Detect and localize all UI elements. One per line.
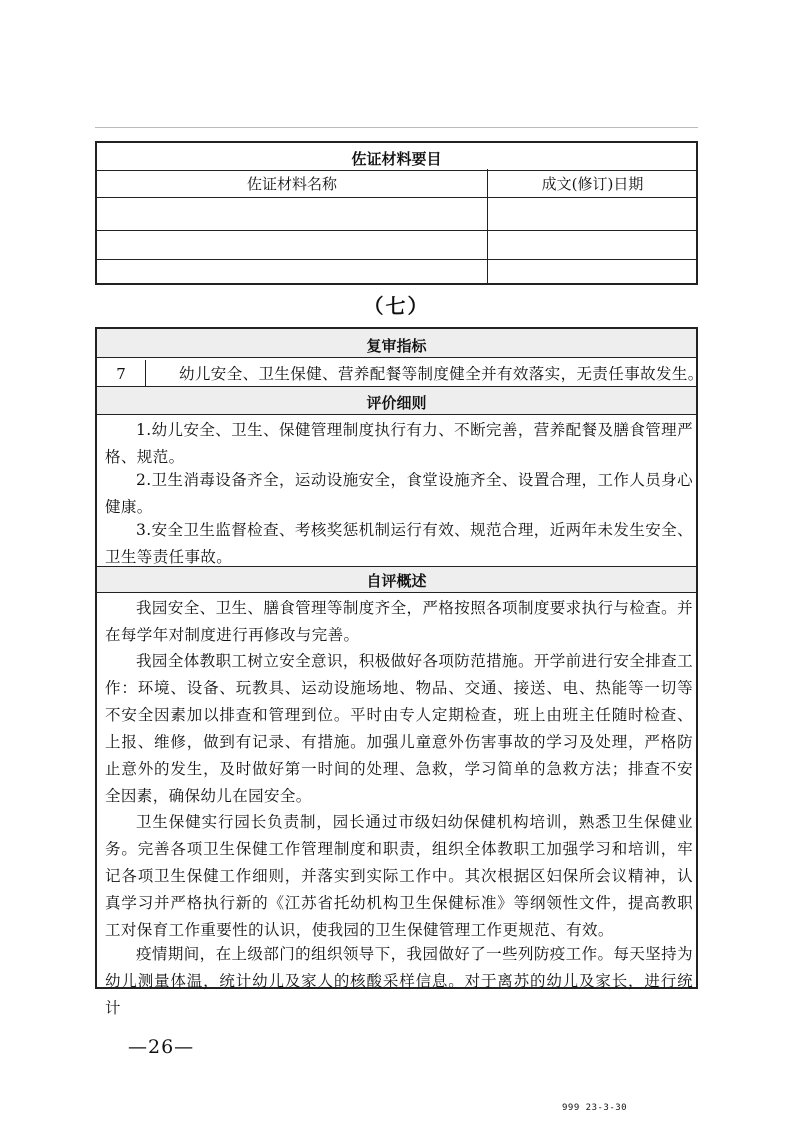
print-stamp: 999 23-3-30 — [562, 1103, 628, 1113]
section-title: （七） — [363, 294, 430, 318]
row-divider — [97, 414, 696, 415]
top-rule — [95, 127, 698, 128]
evidence-column-divider — [487, 169, 488, 283]
evidence-row-empty — [97, 231, 696, 260]
review-header: 复审指标 — [366, 337, 427, 355]
review-table — [95, 327, 704, 1017]
row-divider — [97, 592, 696, 593]
indicator-text: 幼儿安全、卫生保健、营养配餐等制度健全并有效落实，无责任事故发生。 — [179, 365, 704, 383]
self-eval-paragraph: 疫情期间，在上级部门的组织领导下，我园做好了一些列防疫工作。每天坚持为幼儿测量体温，统计幼儿及家人的核酸采样信息。对于离苏的幼儿及家长，进行统计 — [105, 945, 693, 1017]
evidence-table — [95, 141, 698, 285]
self-eval-paragraph: 卫生保健实行园长负责制，园长通过市级妇幼保健机构培训，熟悉卫生保健业务。完善各项卫生保健工作管理制度和职责，组织全体教职工加强学习和培训，牢记各项卫生保健工作细则，并落实到实际工作中。其次根据区妇保所会议精神，认真学习并严格执行新的《江苏省托幼机构卫生保健标准》等纲领性文件，提高教职工对保育工作重要性的认识，使我园的卫生保健管理工作更规范、有效。 — [105, 813, 693, 939]
indicator-divider — [145, 360, 146, 386]
self-eval-paragraph: 我园安全、卫生、膳食管理等制度齐全，严格按照各项制度要求执行与检查。并在每学年对制度进行再修改与完善。 — [105, 599, 693, 644]
self-eval-header: 自评概述 — [366, 572, 427, 590]
self-eval-paragraph: 我园全体教职工树立安全意识，积极做好各项防范措施。开学前进行安全排查工作：环境、设备、玩教具、运动设施场地、物品、交通、接送、电、热能等一切等不安全因素加以排查和管理到位。平时由专人定期检查，班上由班主任随时检查、上报、维修，做到有记录、有措施。加强儿童意外伤害事故的学习及处理，严格防止意外的发生，及时做好第一时间的处理、急救，学习简单的急救方法；排查不安全因素，确保幼儿在园安全。 — [105, 652, 693, 805]
evidence-table-title: 佐证材料要目 — [351, 150, 442, 168]
criteria-header: 评价细则 — [366, 394, 427, 412]
row-divider — [97, 357, 696, 358]
evidence-title-row — [97, 143, 696, 171]
page-number: —26— — [128, 1036, 195, 1058]
evidence-header-row — [97, 171, 696, 198]
col-header-date: 成文(修订)日期 — [541, 175, 644, 193]
criteria-item: 1.幼儿安全、卫生、保健管理制度执行有力、不断完善，营养配餐及膳食管理严格、规范。 — [105, 421, 693, 466]
criteria-item: 3.安全卫生监督检查、考核奖惩机制运行有效、规范合理，近两年未发生安全、卫生等责任事故。 — [105, 521, 693, 566]
evidence-row-empty — [97, 198, 696, 231]
criteria-item: 2.卫生消毒设备齐全，运动设施安全，食堂设施齐全、设置合理，工作人员身心健康。 — [105, 471, 693, 516]
col-header-name: 佐证材料名称 — [246, 175, 337, 193]
indicator-number: 7 — [116, 365, 126, 383]
